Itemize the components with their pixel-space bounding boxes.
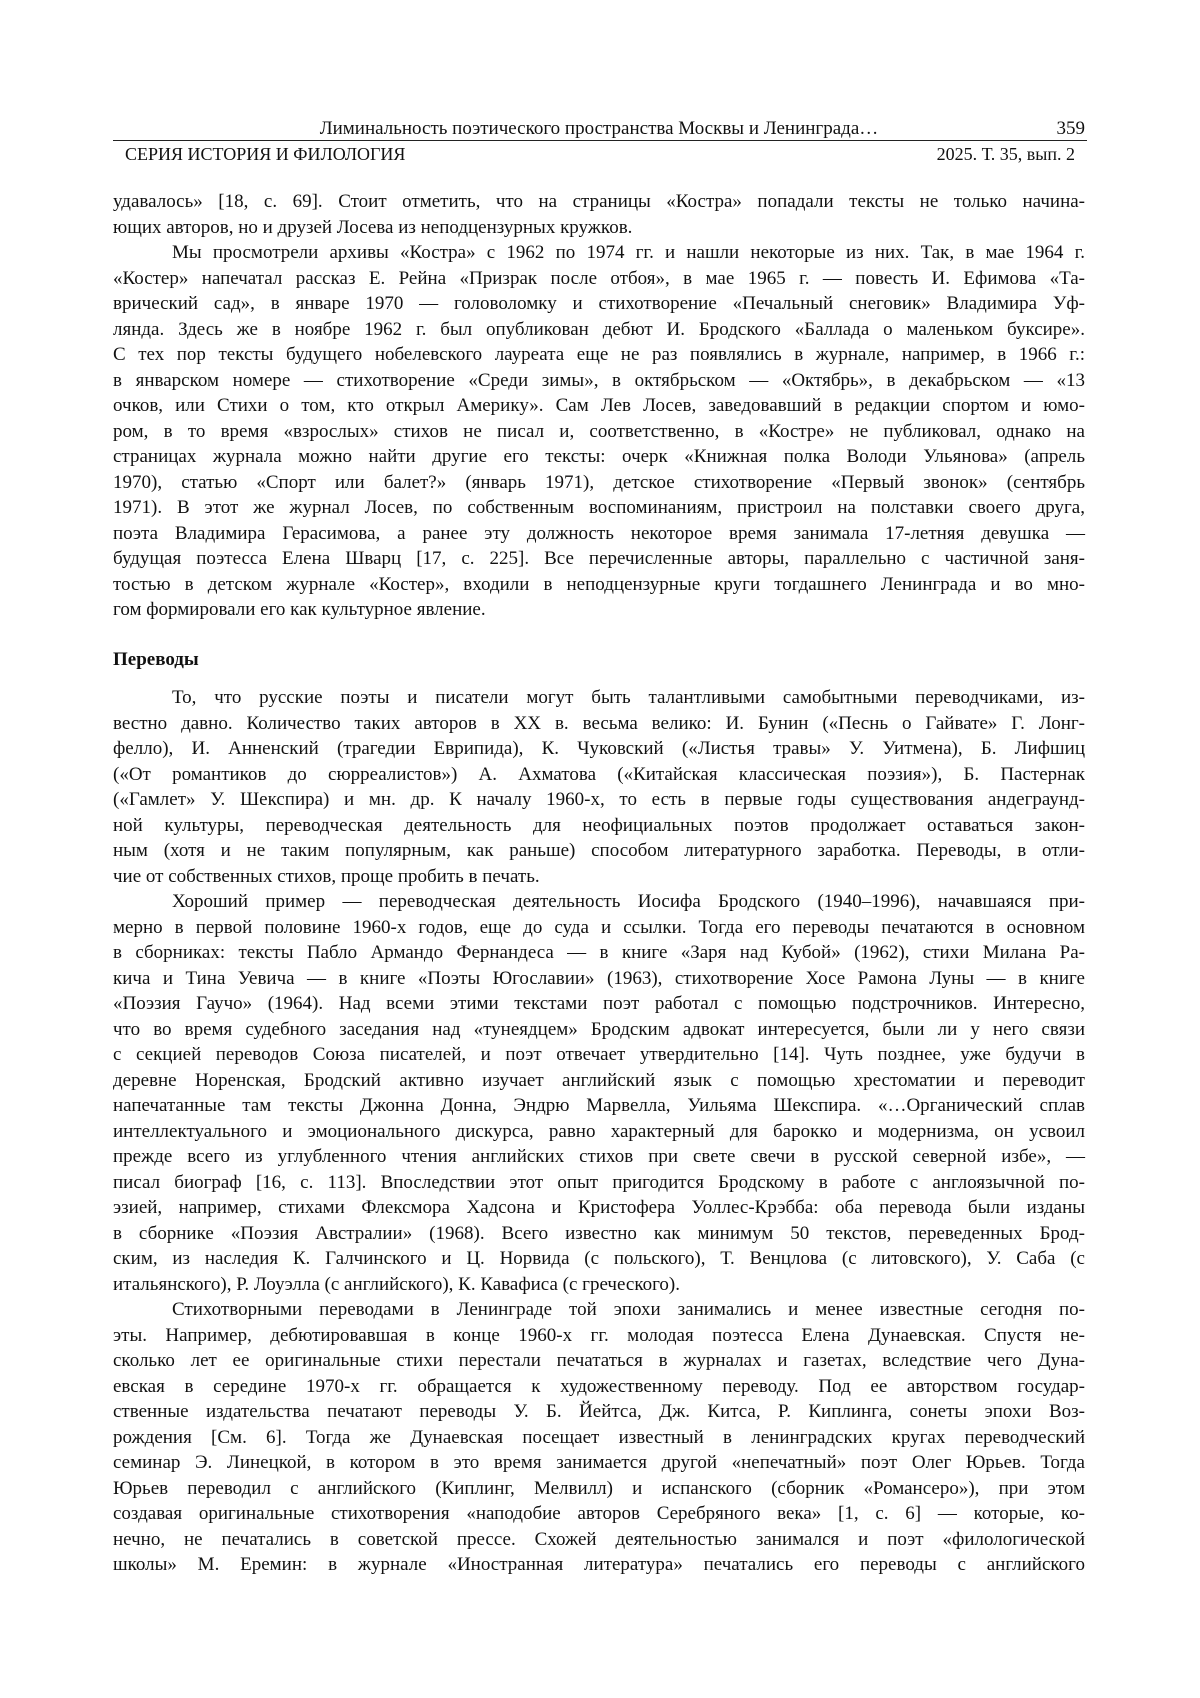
- text-line: итальянского), Р. Лоуэлла (с английского), К. Кавафиса (с греческого).: [113, 1273, 680, 1295]
- section-body-translations: [113, 685, 1085, 1578]
- text-line: ющих авторов, но и друзей Лосева из неподцензурных кружков.: [113, 216, 633, 238]
- paragraph: [113, 889, 1085, 1297]
- text-line: интеллектуального и эмоционального дискурса, равно характерный для барокко и модернизма, он усвоил: [113, 1120, 1085, 1142]
- text-line: фелло), И. Анненский (трагедии Еврипида), К. Чуковский («Листья травы» У. Уитмена), Б. Лифшиц: [113, 738, 1085, 759]
- text-line: удавалось» [18, с. 69]. Стоит отметить, что на страницы «Костра» попадали тексты не только начина-: [113, 191, 1085, 212]
- journal-issue: 2025. Т. 35, вып. 2: [936, 144, 1075, 164]
- text-line: («От романтиков до сюрреалистов») А. Ахматова («Китайская классическая поэзия»), Б. Пастернак: [113, 763, 1085, 785]
- journal-series: СЕРИЯ ИСТОРИЯ И ФИЛОЛОГИЯ: [125, 144, 406, 164]
- body-text-continued: [113, 189, 1085, 623]
- paragraph: [113, 685, 1085, 889]
- text-line: чие от собственных стихов, проще пробить в печать.: [113, 865, 540, 887]
- text-line: евская в середине 1970-х гг. обращается к художественному переводу. Под ее авторством государ-: [113, 1375, 1085, 1397]
- text-line: очков, или Стихи о том, кто открыл Америку». Сам Лев Лосев, заведовавший в редакции спортом и юмо-: [113, 395, 1085, 416]
- text-line: гом формировали его как культурное явление.: [113, 599, 486, 620]
- text-line: ром, в то время «взрослых» стихов не писал и, соответственно, в «Костре» не публиковал, однако на: [113, 420, 1085, 442]
- text-line: будущая поэтесса Елена Шварц [17, с. 225]. Все перечисленные авторы, параллельно с частичной заня-: [113, 548, 1085, 569]
- text-line: школы» М. Еремин: в журнале «Иностранная литература» печатались его переводы с английского: [113, 1554, 1085, 1575]
- text-line: 1971). В этот же журнал Лосев, по собственным воспоминаниям, пристроил на полставки своего друга,: [113, 497, 1085, 518]
- header-divider: [113, 140, 1087, 141]
- text-line: Хороший пример — переводческая деятельность Иосифа Бродского (1940–1996), начавшаяся при-: [172, 891, 1085, 912]
- paragraph: [113, 1297, 1085, 1578]
- text-line: рождения [См. 6]. Тогда же Дунаевская посещает известный в ленинградских кругах переводческий: [113, 1426, 1085, 1448]
- text-line: что во время судебного заседания над «тунеядцем» Бродским адвокат интересуется, были ли у него связи: [113, 1018, 1085, 1040]
- page-number: 359: [1056, 118, 1085, 139]
- text-line: напечатанные там тексты Джонна Донна, Эндрю Марвелла, Уильяма Шекспира. «…Органический сплав: [113, 1095, 1085, 1116]
- text-line: прежде всего из углубленного чтения английских стихов при свете свечи в русской северной избе», —: [113, 1146, 1085, 1167]
- text-line: Стихотворными переводами в Ленинграде той эпохи занимались и менее известные сегодня по-: [172, 1299, 1085, 1320]
- text-line: То, что русские поэты и писатели могут быть талантливыми самобытными переводчиками, из-: [172, 687, 1085, 708]
- text-line: страницах журнала можно найти другие его тексты: очерк «Книжная полка Володи Ульянова» (апрель: [113, 446, 1085, 467]
- paragraph: [113, 240, 1085, 623]
- text-line: врический сад», в январе 1970 — головоломку и стихотворение «Печальный снеговик» Владимира Уф-: [113, 293, 1085, 314]
- running-title: Лиминальность поэтического пространства Москвы и Ленинграда…: [319, 118, 879, 139]
- text-line: эзией, например, стихами Флексмора Хадсона и Кристофера Уоллес-Крэбба: оба перевода были изданы: [113, 1197, 1085, 1218]
- section-heading: Переводы: [113, 649, 199, 670]
- text-line: в январском номере — стихотворение «Среди зимы», в октябрьском — «Октябрь», в декабрьском — «13: [113, 369, 1085, 391]
- text-line: ским, из наследия К. Галчинского и Ц. Норвида (с польского), Т. Венцлова (с литовского), У. Саба (с: [113, 1248, 1085, 1269]
- text-line: («Гамлет» У. Шекспира) и мн. др. К началу 1960-х, то есть в первые годы существования андеграунд-: [113, 789, 1085, 810]
- text-line: 1970), статью «Спорт или балет?» (январь 1971), детское стихотворение «Первый звонок» (сентябрь: [113, 471, 1085, 493]
- text-line: С тех пор тексты будущего нобелевского лауреата еще не раз появлялись в журнале, например, в 1966 г.:: [113, 344, 1085, 365]
- text-line: Мы просмотрели архивы «Костра» с 1962 по 1974 гг. и нашли некоторые из них. Так, в мае 1964 г.: [172, 242, 1085, 263]
- text-line: «Поэзия Гаучо» (1964). Над всеми этими текстами поэт работал с помощью подстрочников. Интересно,: [113, 993, 1085, 1014]
- text-line: Юрьев переводил с английского (Киплинг, Мелвилл) и испанского (сборник «Романсеро»), при этом: [113, 1477, 1085, 1499]
- text-line: поэта Владимира Герасимова, а ранее эту должность некоторое время занимала 17-летняя девушка —: [113, 522, 1085, 544]
- text-line: лянда. Здесь же в ноябре 1962 г. был опубликован дебют И. Бродского «Баллада о маленьком буксире».: [113, 318, 1085, 340]
- text-line: эты. Например, дебютировавшая в конце 1960-х гг. молодая поэтесса Елена Дунаевская. Спустя не-: [113, 1324, 1085, 1346]
- text-line: писал биограф [16, с. 113]. Впоследствии этот опыт пригодится Бродскому в работе с англоязычной по-: [113, 1171, 1085, 1193]
- text-line: тостью в детском журнале «Костер», входили в неподцензурные круги тогдашнего Ленинграда и во мно-: [113, 573, 1085, 595]
- text-line: ным (хотя и не таким популярным, как раньше) способом литературного заработка. Переводы, в отли-: [113, 840, 1085, 861]
- text-line: вестно давно. Количество таких авторов в XX в. весьма велико: И. Бунин («Песнь о Гайвате» Г. Лонг-: [113, 712, 1085, 734]
- text-line: мерно в первой половине 1960-х годов, еще до суда и ссылки. Тогда его переводы печатаются в основном: [113, 916, 1085, 938]
- text-line: в сборнике «Поэзия Австралии» (1968). Всего известно как минимум 50 текстов, переведенных Брод-: [113, 1222, 1085, 1244]
- text-line: ной культуры, переводческая деятельность для неофициальных поэтов продолжает оставаться закон-: [113, 814, 1085, 836]
- text-line: кича и Тина Уевича — в книге «Поэты Югославии» (1963), стихотворение Хосе Рамона Луны — в книге: [113, 967, 1085, 989]
- text-line: создавая оригинальные стихотворения «наподобие авторов Серебряного века» [1, с. 6] — которые, ко-: [113, 1503, 1085, 1524]
- text-line: «Костер» напечатал рассказ Е. Рейна «Призрак после отбоя», в мае 1965 г. — повесть И. Ефимова «Та-: [113, 267, 1085, 289]
- text-line: сколько лет ее оригинальные стихи перестали печататься в журналах и газетах, вследствие чего Дуна-: [113, 1350, 1085, 1371]
- text-line: в сборниках: тексты Пабло Армандо Фернандеса — в книге «Заря над Кубой» (1962), стихи Милана Ра-: [113, 942, 1085, 963]
- text-line: семинар Э. Линецкой, в котором в это время занимается другой «непечатный» поэт Олег Юрьев. Тогда: [113, 1452, 1085, 1473]
- text-line: нечно, не печатались в советской прессе. Схожей деятельностью занимался и поэт «филологической: [113, 1528, 1085, 1550]
- text-line: ственные издательства печатают переводы У. Б. Йейтса, Дж. Китса, Р. Киплинга, сонеты эпохи Воз-: [113, 1401, 1085, 1422]
- text-line: деревне Норенская, Бродский активно изучает английский язык с помощью хрестоматии и переводит: [113, 1069, 1085, 1091]
- text-line: с секцией переводов Союза писателей, и поэт отвечает утвердительно [14]. Чуть позднее, уже будучи в: [113, 1044, 1085, 1065]
- paragraph: [113, 189, 1085, 240]
